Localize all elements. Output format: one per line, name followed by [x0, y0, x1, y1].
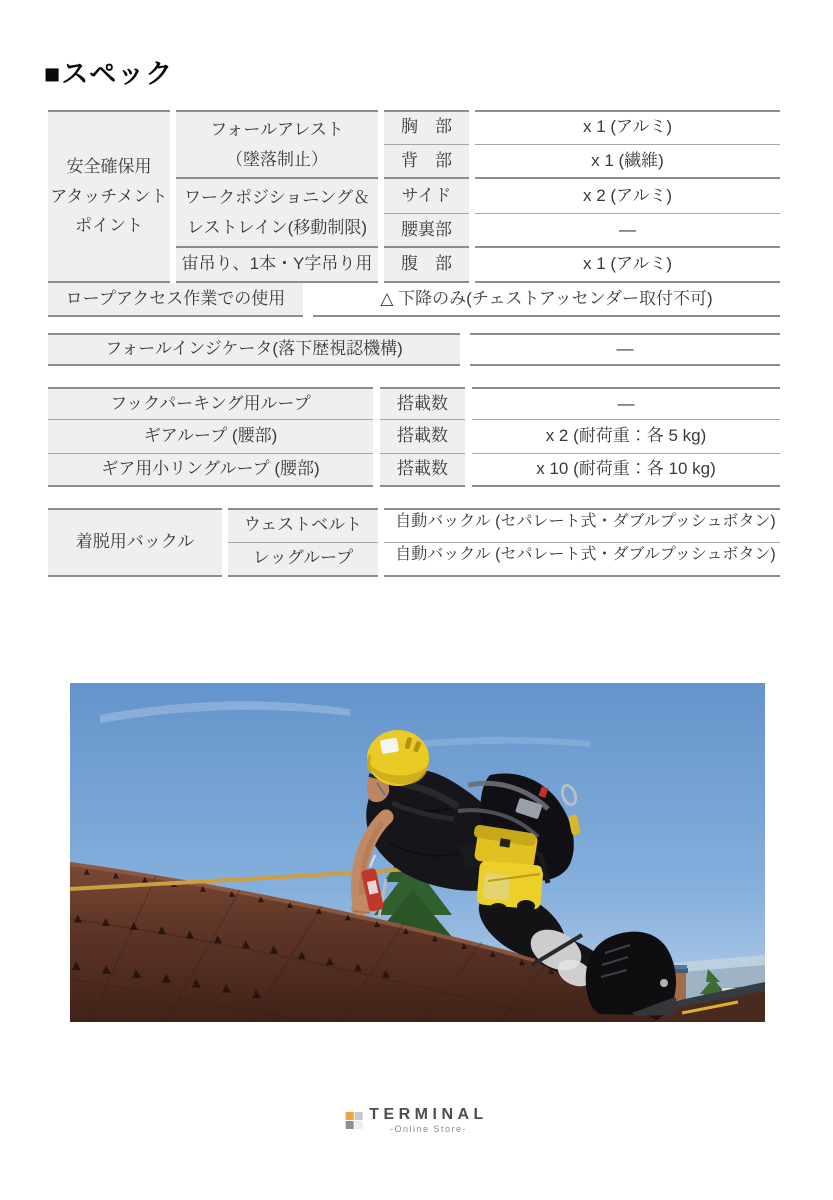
loop-gear-label: ギアループ (腰部) [48, 420, 373, 453]
loops-table [48, 387, 780, 487]
loop-small-ring-label: ギア用小リングループ (腰部) [48, 454, 373, 487]
suspension-line1: 宙吊り、1本・Y字吊り用 [181, 254, 373, 274]
value-back: x 1 (繊維) [475, 145, 780, 180]
work-positioning-line1: ワークポジショニング＆ [184, 188, 370, 208]
logo-square-dark-gray [345, 1121, 353, 1129]
value-chest: x 1 (アルミ) [475, 110, 780, 145]
fall-indicator-value: ― [470, 333, 780, 366]
loop-small-ring-count-header: 搭載数 [380, 454, 465, 487]
part-lumbar: 腰裏部 [384, 214, 469, 249]
value-ventral: x 1 (アルミ) [475, 248, 780, 283]
attachment-group-label [48, 110, 170, 283]
value-side: x 2 (アルミ) [475, 179, 780, 214]
subgroup-work-positioning [176, 179, 378, 248]
attachment-group-line1: 安全確保用 [66, 156, 152, 176]
rope-access-row [48, 283, 780, 317]
loop-hook-parking-label: フックパーキング用ループ [48, 387, 373, 420]
buckle-group-label: 着脱用バックル [48, 508, 222, 577]
loop-small-ring-value: x 10 (耐荷重：各 10 kg) [472, 454, 780, 487]
buckle-leg-label: レッグループ [228, 543, 378, 578]
loop-gear-value: x 2 (耐荷重：各 5 kg) [472, 420, 780, 453]
logo-square-light-gray [354, 1112, 362, 1120]
attachment-group-line3: ポイント [75, 216, 143, 236]
logo-name: TERMINAL [369, 1106, 488, 1123]
subgroup-suspension [176, 248, 378, 283]
page-title [44, 52, 173, 91]
rope-access-value: △ 下降のみ(チェストアッセンダー取付不可) [313, 283, 780, 317]
loop-hook-parking-value: ― [472, 387, 780, 420]
fall-arrest-line2: （墜落制止） [226, 149, 328, 169]
work-positioning-line2: レストレイン(移動制限) [187, 217, 367, 237]
logo-squares-icon [345, 1112, 362, 1129]
buckle-table [48, 508, 780, 577]
attachment-group-line2: アタッチメント [50, 186, 168, 206]
loop-gear-count-header: 搭載数 [380, 420, 465, 453]
loop-hook-parking-count-header: 搭載数 [380, 387, 465, 420]
part-ventral: 腹 部 [384, 248, 469, 283]
attachment-point-table [48, 110, 780, 283]
part-chest: 胸 部 [384, 110, 469, 145]
part-side: サイド [384, 179, 469, 214]
buckle-waist-value: 自動バックル (セパレート式・ダブルプッシュボタン) [384, 508, 780, 543]
rope-access-label: ロープアクセス作業での使用 [48, 283, 303, 317]
fall-indicator-label: フォールインジケータ(落下歴視認機構) [48, 333, 460, 366]
fall-arrest-line1: フォールアレスト [210, 119, 344, 139]
logo-square-white [354, 1121, 362, 1129]
value-lumbar: ― [475, 214, 780, 249]
buckle-waist-label: ウェストベルト [228, 508, 378, 543]
buckle-leg-value: 自動バックル (セパレート式・ダブルプッシュボタン) [384, 543, 780, 578]
logo-subtitle: -Online Store- [389, 1124, 468, 1134]
store-logo [345, 1106, 488, 1134]
fall-indicator-row [48, 333, 780, 366]
page-title-text: スペック [61, 59, 174, 89]
logo-square-orange [345, 1112, 353, 1120]
hero-photo-container [70, 683, 765, 1022]
subgroup-fall-arrest [176, 110, 378, 179]
hero-photo [70, 683, 765, 1022]
part-back: 背 部 [384, 145, 469, 180]
title-square-icon: ■ [44, 59, 62, 89]
